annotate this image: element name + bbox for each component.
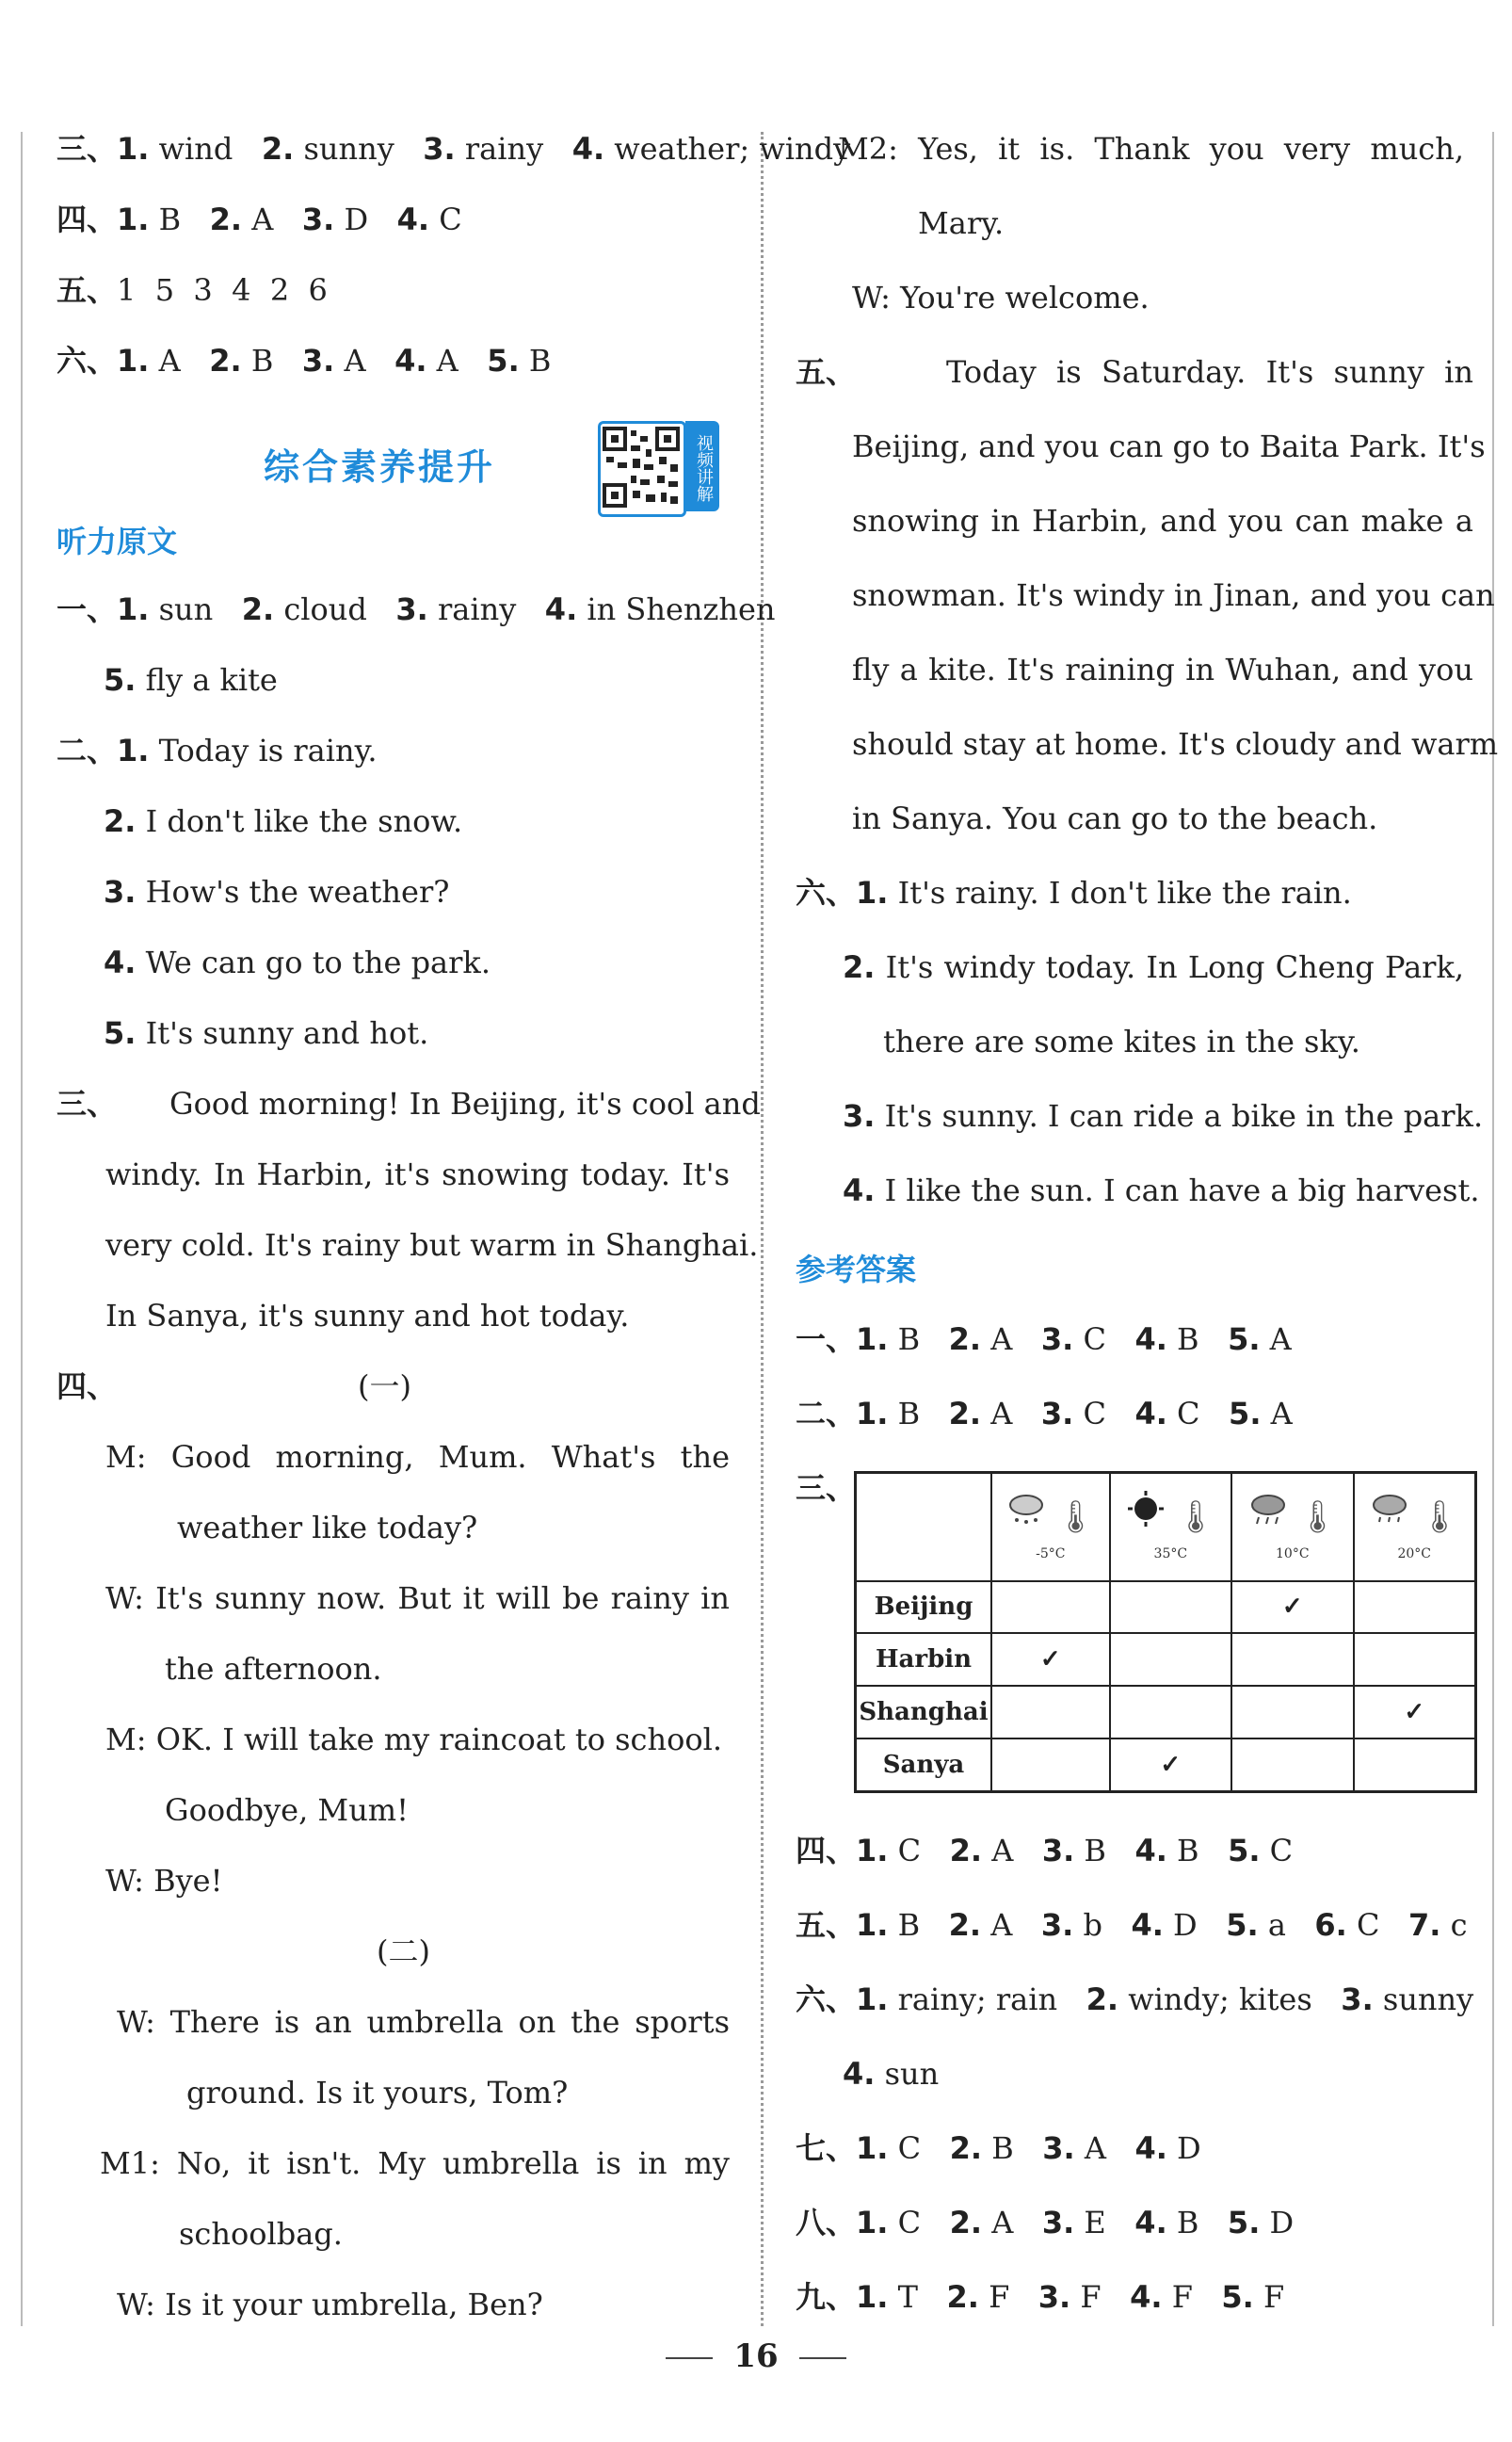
- listening-6-line: there are some kites in the sky.: [883, 1024, 1360, 1059]
- answer-row-4: 四、1. B 2. A 3. D 4. C: [56, 202, 462, 237]
- answers-title: 参考答案: [796, 1252, 917, 1287]
- city-label: Shanghai: [856, 1686, 992, 1739]
- left-margin-rule: [21, 132, 23, 2326]
- key-row-9: 九、1. T 2. F 3. F 4. F 5. F: [796, 2279, 1285, 2315]
- weather-header: 🌡10°C: [1231, 1473, 1353, 1581]
- listening-6-line: 4. I like the sun. I can have a big harvest.: [843, 1172, 1480, 1208]
- check-cell: [1354, 1581, 1476, 1634]
- key-row-2: 二、1. B 2. A 3. C 4. C 5. A: [796, 1396, 1293, 1431]
- check-cell: [1110, 1581, 1231, 1634]
- column-separator: [761, 132, 764, 2326]
- weather-header: 🌡-5°C: [991, 1473, 1110, 1581]
- listening-3-number: 三、: [56, 1086, 118, 1122]
- check-cell: [991, 1739, 1110, 1792]
- listening-2-line: 4. We can go to the park.: [104, 945, 491, 980]
- dialogue-line: W: It's sunny now. But it will be rainy in: [105, 1580, 730, 1616]
- table-corner: [856, 1473, 992, 1581]
- dialogue-line: W: Is it your umbrella, Ben?: [117, 2287, 543, 2322]
- key-row-4: 四、1. C 2. A 3. B 4. B 5. C: [796, 1833, 1294, 1868]
- listening-2-line: 2. I don't like the snow.: [104, 803, 463, 839]
- weather-table: [854, 1471, 1477, 1793]
- answer-row-3: 三、1. wind 2. sunny 3. rainy 4. weather; windy: [56, 131, 851, 167]
- qr-video-tag[interactable]: 视频讲解: [685, 421, 719, 511]
- key-row-5: 五、1. B 2. A 3. b 4. D 5. a 6. C 7. c: [796, 1907, 1468, 1943]
- dialogue-line: the afternoon.: [165, 1651, 382, 1687]
- check-cell: [1231, 1633, 1353, 1686]
- key-row-7: 七、1. C 2. B 3. A 4. D: [796, 2130, 1201, 2166]
- section-banner: 综合素养提升: [264, 446, 496, 488]
- dialogue-line: ground. Is it yours, Tom?: [186, 2075, 569, 2110]
- dialogue-line: schoolbag.: [179, 2216, 343, 2252]
- right-margin-rule: [1492, 132, 1494, 2326]
- check-cell: [1110, 1633, 1231, 1686]
- key-row-3-number: 三、: [796, 1470, 857, 1506]
- dialogue-part-2: (二): [377, 1933, 430, 1969]
- check-cell: ✓: [1110, 1739, 1231, 1792]
- check-cell: [991, 1686, 1110, 1739]
- snow-cloud-icon: [1005, 1490, 1047, 1528]
- listening-5-passage: fly a kite. It's raining in Wuhan, and you: [852, 652, 1473, 687]
- weather-header: 🌡20°C: [1354, 1473, 1476, 1581]
- city-label: Beijing: [856, 1581, 992, 1634]
- listening-5-passage: snowman. It's windy in Jinan, and you can: [852, 577, 1495, 613]
- qr-code-icon[interactable]: [598, 421, 686, 517]
- dialogue-line: W: There is an umbrella on the sports: [117, 2004, 731, 2040]
- listening-1-item5: 5. fly a kite: [104, 662, 278, 698]
- check-cell: ✓: [1354, 1686, 1476, 1739]
- listening-2-line: 3. How's the weather?: [104, 874, 450, 910]
- answer-row-5: 五、1 5 3 4 2 6: [56, 272, 328, 308]
- check-cell: [1231, 1686, 1353, 1739]
- answer-row-6: 六、1. A 2. B 3. A 4. A 5. B: [56, 343, 552, 379]
- listening-5-number: 五、: [796, 354, 857, 390]
- dialogue-line: M1: No, it isn't. My umbrella is in my: [100, 2145, 731, 2181]
- thermometer-icon: 🌡: [1175, 1497, 1216, 1536]
- rain-cloud-icon: [1247, 1490, 1289, 1528]
- listening-5-passage: should stay at home. It's cloudy and warm: [852, 726, 1499, 762]
- listening-5-passage: Today is Saturday. It's sunny in: [946, 354, 1473, 390]
- dialogue-line: Mary.: [918, 205, 1005, 241]
- dialogue-line: M: Good morning, Mum. What's the: [105, 1439, 731, 1475]
- listening-3-passage: windy. In Harbin, it's snowing today. It's: [105, 1156, 730, 1192]
- listening-3-passage: Good morning! In Beijing, it's cool and: [169, 1086, 761, 1122]
- listening-5-passage: Beijing, and you can go to Baita Park. It's: [852, 429, 1486, 464]
- dialogue-line: M2: Yes, it is. Thank you very much,: [838, 131, 1465, 167]
- key-row-1: 一、1. B 2. A 3. C 4. B 5. A: [796, 1321, 1292, 1357]
- check-cell: ✓: [991, 1633, 1110, 1686]
- weather-header: 🌡35°C: [1110, 1473, 1231, 1581]
- thermometer-icon: 🌡: [1419, 1497, 1460, 1536]
- dialogue-part-1: (一): [358, 1368, 411, 1404]
- dialogue-line: weather like today?: [177, 1510, 478, 1545]
- listening-3-passage: In Sanya, it's sunny and hot today.: [105, 1298, 630, 1334]
- thermometer-icon: 🌡: [1054, 1497, 1096, 1536]
- listening-2-line: 二、1. Today is rainy.: [56, 733, 378, 768]
- key-row-8: 八、1. C 2. A 3. E 4. B 5. D: [796, 2205, 1295, 2240]
- check-cell: [1231, 1739, 1353, 1792]
- key-row-6-item4: 4. sun: [843, 2056, 940, 2092]
- dialogue-line: Goodbye, Mum!: [165, 1792, 409, 1828]
- listening-2-line: 5. It's sunny and hot.: [104, 1015, 429, 1051]
- key-row-6: 六、1. rainy; rain 2. windy; kites 3. sunny: [796, 1981, 1474, 2017]
- dialogue-line: M: OK. I will take my raincoat to school.: [105, 1722, 723, 1757]
- listening-6-line: 3. It's sunny. I can ride a bike in the park.: [843, 1098, 1484, 1134]
- listening-6-line: 2. It's windy today. In Long Cheng Park,: [843, 949, 1465, 985]
- thermometer-icon: 🌡: [1296, 1497, 1338, 1536]
- listening-title: 听力原文: [56, 524, 178, 559]
- listening-4-number: 四、: [56, 1368, 118, 1404]
- listening-3-passage: very cold. It's rainy but warm in Shanghai.: [105, 1227, 759, 1263]
- sun-icon: [1125, 1490, 1166, 1528]
- dialogue-line: W: Bye!: [105, 1863, 223, 1899]
- listening-6-line: 六、1. It's rainy. I don't like the rain.: [796, 875, 1352, 911]
- listening-5-passage: snowing in Harbin, and you can make a: [852, 503, 1473, 539]
- city-label: Sanya: [856, 1739, 992, 1792]
- rain-cloud-icon: [1369, 1490, 1410, 1528]
- check-cell: [1354, 1633, 1476, 1686]
- city-label: Harbin: [856, 1633, 992, 1686]
- dialogue-line: W: You're welcome.: [852, 280, 1150, 315]
- listening-5-passage: in Sanya. You can go to the beach.: [852, 801, 1378, 836]
- listening-1: 一、1. sun 2. cloud 3. rainy 4. in Shenzhen: [56, 591, 776, 627]
- page-number: 16: [0, 2337, 1512, 2375]
- check-cell: ✓: [1231, 1581, 1353, 1634]
- check-cell: [1110, 1686, 1231, 1739]
- check-cell: [991, 1581, 1110, 1634]
- check-cell: [1354, 1739, 1476, 1792]
